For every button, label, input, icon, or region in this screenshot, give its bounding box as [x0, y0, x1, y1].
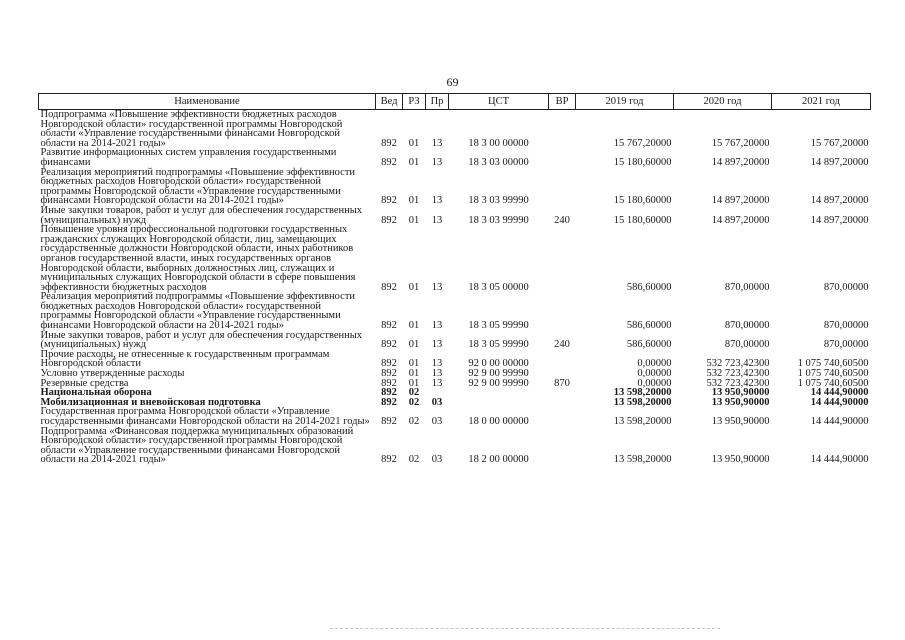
row-2019-cell: 0,00000 [637, 358, 672, 370]
row-vr-cell: 870 [554, 377, 570, 389]
table-row [39, 225, 871, 292]
row-rz-cell: 01 [408, 137, 420, 149]
row-name-cell: Государственная программа Новгородской области «Управление государственными финансами Новгородской области на 2014-2021 годы» [40, 406, 370, 427]
row-name-cell: Национальная оборона [40, 387, 152, 399]
row-vr-cell [549, 168, 576, 206]
row-2021-cell: 1 075 740,60500 [797, 368, 869, 380]
row-2019-cell: 15 767,20000 [613, 137, 672, 149]
row-cst-cell: 18 3 05 99990 [468, 339, 529, 351]
row-2019-cell: 15 180,60000 [613, 156, 672, 168]
row-pr-cell: 13 [431, 339, 443, 351]
row-pr-cell: 13 [431, 195, 443, 207]
header-ved: Вед [376, 94, 403, 110]
row-vr-cell [549, 292, 576, 330]
row-2019-cell: 15 180,60000 [613, 214, 672, 226]
row-2021-cell: 870,00000 [823, 281, 869, 293]
row-cst-cell: 18 3 03 99990 [468, 195, 529, 207]
table-header-row [39, 94, 871, 110]
row-ved-cell: 892 [381, 339, 397, 351]
row-2019-cell: 0,00000 [637, 368, 672, 380]
row-vr-cell [549, 350, 576, 369]
row-ved-cell: 892 [381, 137, 397, 149]
row-2019-cell: 0,00000 [637, 377, 672, 389]
row-pr-cell: 13 [431, 358, 443, 370]
row-cst-cell: 92 9 00 99990 [468, 368, 529, 380]
row-rz-cell: 01 [408, 281, 420, 293]
header-vr: ВР [549, 94, 576, 110]
row-vr-cell [549, 388, 576, 398]
row-vr-cell [549, 398, 576, 408]
row-ved-cell: 892 [381, 416, 397, 427]
row-pr-cell: 13 [431, 214, 443, 226]
row-rz-cell: 01 [408, 368, 420, 380]
row-2021-cell: 14 444,90000 [810, 396, 869, 408]
row-pr-cell: 13 [431, 137, 443, 149]
row-2021-cell: 14 444,90000 [810, 454, 869, 466]
row-2021-cell: 1 075 740,60500 [797, 377, 869, 389]
row-2021-cell: 14 897,20000 [810, 195, 869, 207]
row-2020-cell: 13 950,90000 [711, 454, 770, 466]
row-pr-cell: 13 [431, 156, 443, 168]
row-vr-cell: 240 [554, 214, 570, 226]
row-ved-cell: 892 [381, 195, 397, 207]
header-rz: РЗ [403, 94, 426, 110]
row-pr-cell: 03 [431, 396, 443, 408]
row-rz-cell: 02 [408, 416, 420, 427]
header-cst: ЦСТ [449, 94, 549, 110]
row-pr-cell: 03 [431, 454, 443, 466]
row-2021-cell: 870,00000 [823, 339, 869, 351]
row-vr-cell [549, 148, 576, 167]
row-rz-cell: 02 [408, 396, 420, 408]
row-pr-cell: 13 [431, 368, 443, 380]
row-2019-cell: 15 180,60000 [613, 195, 672, 207]
header-2021: 2021 год [772, 94, 871, 110]
row-ved-cell: 892 [381, 156, 397, 168]
row-2019-cell: 13 598,20000 [613, 396, 672, 408]
row-2020-cell: 14 897,20000 [711, 214, 770, 226]
row-name-cell: Развитие информационных систем управления государственными финансами [40, 147, 337, 168]
row-rz-cell: 01 [408, 195, 420, 207]
row-2019-cell: 13 598,20000 [613, 387, 672, 399]
row-2021-cell: 14 897,20000 [810, 214, 869, 226]
row-name-cell: Мобилизационная и вневойсковая подготовка [40, 396, 261, 408]
row-pr-cell: 13 [431, 320, 443, 332]
header-pr: Пр [426, 94, 449, 110]
row-2021-cell: 15 767,20000 [810, 137, 869, 149]
scan-artifact [330, 628, 720, 631]
header-name: Наименование [39, 94, 376, 110]
row-cst-cell: 18 3 03 00000 [468, 156, 529, 168]
row-2020-cell: 13 950,90000 [711, 387, 770, 399]
row-ved-cell: 892 [381, 214, 397, 226]
row-ved-cell: 892 [381, 281, 397, 293]
page-number: 69 [446, 75, 459, 89]
row-2020-cell: 870,00000 [724, 339, 770, 351]
row-ved-cell: 892 [381, 396, 397, 408]
table-row [39, 407, 871, 426]
row-2019-cell: 586,60000 [626, 281, 672, 293]
row-2021-cell: 870,00000 [823, 320, 869, 332]
row-ved-cell: 892 [381, 387, 397, 399]
row-2019-cell: 586,60000 [626, 339, 672, 351]
row-pr-cell: 03 [431, 416, 443, 427]
row-2021-cell: 14 444,90000 [810, 387, 869, 399]
row-name-cell: Подпрограмма «Повышение эффективности бюджетных расходов Новгородской области» государственной программы Новгородской области «Управление государственными финансами Новгородской области на 2014-2021 годы» [40, 109, 343, 149]
row-cst-cell [449, 398, 549, 408]
row-rz-cell: 02 [408, 454, 420, 466]
table-row [39, 350, 871, 369]
row-2020-cell: 870,00000 [724, 320, 770, 332]
table-row [39, 148, 871, 167]
row-2021-cell: 14 444,90000 [810, 416, 869, 427]
row-2020-cell: 532 723,42300 [706, 368, 770, 380]
row-2020-cell: 15 767,20000 [711, 137, 770, 149]
row-ved-cell: 892 [381, 454, 397, 466]
row-cst-cell: 18 3 05 99990 [468, 320, 529, 332]
row-pr-cell: 13 [431, 281, 443, 293]
table-row [39, 206, 871, 225]
table-row [39, 110, 871, 149]
row-2021-cell: 14 897,20000 [810, 156, 869, 168]
row-cst-cell: 18 3 05 00000 [468, 281, 529, 293]
budget-table [38, 93, 871, 465]
table-row [39, 427, 871, 465]
row-ved-cell: 892 [381, 320, 397, 332]
row-name-cell: Реализация мероприятий подпрограммы «Повышение эффективности бюджетных расходов Новгородской области» государственной программы Новгородской области «Управление государственными финансами Новгородской области на 2014-2021 годы» [40, 166, 356, 207]
row-rz-cell: 02 [408, 387, 420, 399]
row-2019-cell: 13 598,20000 [613, 416, 672, 427]
row-name-cell: Резервные средства [40, 377, 129, 389]
header-2020: 2020 год [674, 94, 772, 110]
row-2020-cell: 13 950,90000 [711, 396, 770, 408]
row-cst-cell: 18 0 00 00000 [468, 416, 529, 427]
row-rz-cell: 01 [408, 320, 420, 332]
header-2019: 2019 год [576, 94, 674, 110]
row-2021-cell: 1 075 740,60500 [797, 358, 869, 370]
row-name-cell: Условно утвержденные расходы [40, 368, 185, 380]
row-cst-cell: 18 3 03 99990 [468, 214, 529, 226]
table-row [39, 292, 871, 330]
row-ved-cell: 892 [381, 377, 397, 389]
row-2020-cell: 14 897,20000 [711, 156, 770, 168]
row-2020-cell: 532 723,42300 [706, 358, 770, 370]
row-name-cell: Реализация мероприятий подпрограммы «Повышение эффективности бюджетных расходов Новгородской области» государственной программы Новгородской области «Управление государственными финансами Новгородской области на 2014-2021 годы» [40, 291, 356, 332]
row-2020-cell: 870,00000 [724, 281, 770, 293]
table-row [39, 331, 871, 350]
row-rz-cell: 01 [408, 156, 420, 168]
row-2019-cell: 13 598,20000 [613, 454, 672, 466]
row-cst-cell: 92 0 00 00000 [468, 358, 529, 370]
table-row [39, 168, 871, 206]
row-name-cell: Повышение уровня профессиональной подготовки государственных гражданских служащих Новгородской области, лиц, замещающих государственные должности Новгородской области, иных работников органов государственной власти, иных государственных органов Новгородской области, выборных должностных лиц, служащих и муниципальных служащих Новгородской области в сфере повышения эффективности бюджетных расходов [40, 224, 356, 293]
row-name-cell: Иные закупки товаров, работ и услуг для обеспечения государственных (муниципальных) нужд [40, 204, 363, 226]
row-rz-cell: 01 [408, 358, 420, 370]
table-body [39, 110, 871, 465]
row-rz-cell: 01 [408, 339, 420, 351]
row-cst-cell [449, 388, 549, 398]
row-name-cell: Прочие расходы, не отнесенные к государственным программам Новгородской области [40, 348, 330, 370]
row-rz-cell: 01 [408, 377, 420, 389]
row-vr-cell [549, 225, 576, 292]
row-2020-cell: 13 950,90000 [711, 416, 770, 427]
row-name-cell: Подпрограмма «Финансовая поддержка муниципальных образований Новгородской области» государственной программы Новгородской области «Управление государственными финансами Новгородской области на 2014-2021 годы» [40, 425, 354, 466]
row-pr-cell: 13 [431, 377, 443, 389]
row-ved-cell: 892 [381, 358, 397, 370]
row-name-cell: Иные закупки товаров, работ и услуг для обеспечения государственных (муниципальных) нужд [40, 329, 363, 351]
row-cst-cell: 18 3 00 00000 [468, 137, 529, 149]
row-vr-cell [549, 427, 576, 465]
row-vr-cell: 240 [554, 339, 570, 351]
row-cst-cell: 18 2 00 00000 [468, 454, 529, 466]
row-2020-cell: 532 723,42300 [706, 377, 770, 389]
row-cst-cell: 92 9 00 99990 [468, 377, 529, 389]
row-vr-cell [549, 407, 576, 426]
row-2019-cell: 586,60000 [626, 320, 672, 332]
row-ved-cell: 892 [381, 368, 397, 380]
row-vr-cell [549, 110, 576, 149]
row-rz-cell: 01 [408, 214, 420, 226]
row-2020-cell: 14 897,20000 [711, 195, 770, 207]
